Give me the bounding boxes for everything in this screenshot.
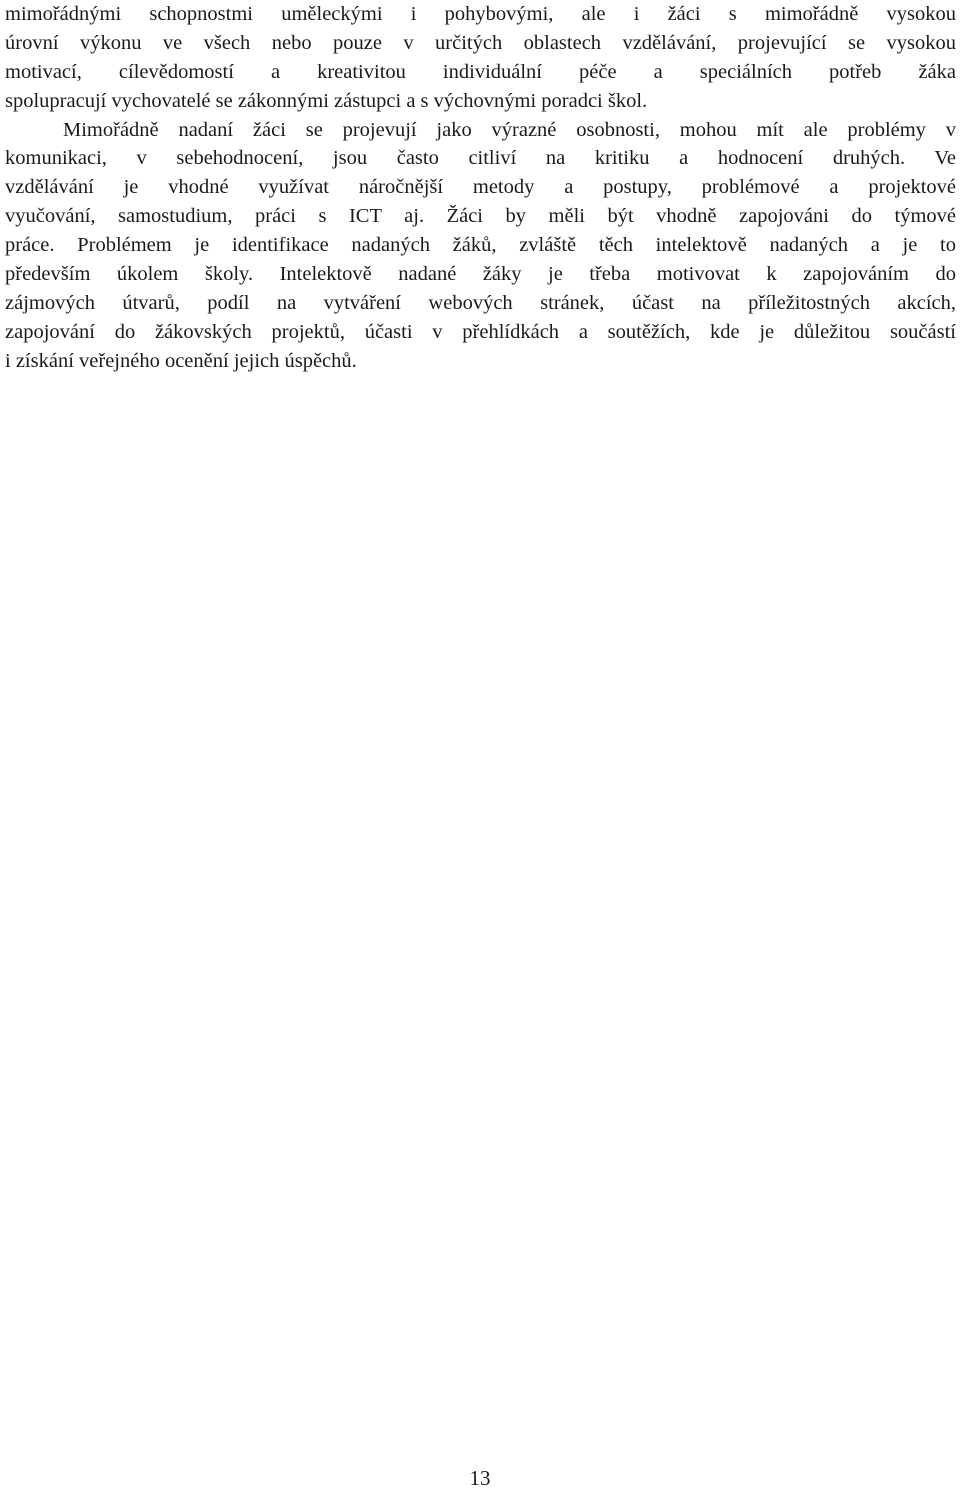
paragraph-2 [5,116,956,376]
text-line: práce. Problémem je identifikace nadaných žáků, zvláště těch intelektově nadaných a je to [5,234,956,257]
text-line: mimořádnými schopnostmi uměleckými i pohybovými, ale i žáci s mimořádně vysokou [5,3,956,25]
text-line: komunikaci, v sebehodnocení, jsou často citliví na kritiku a hodnocení druhých. Ve [5,147,956,170]
text-line: Mimořádně nadaní žáci se projevují jako výrazné osobnosti, mohou mít ale problémy v [63,118,956,141]
text-line: motivací, cílevědomostí a kreativitou individuální péče a speciálních potřeb žáka [5,60,956,83]
text-line: úrovní výkonu ve všech nebo pouze v určitých oblastech vzdělávání, projevující se vysokou [5,31,956,54]
page-body [5,0,956,376]
text-line: vzdělávání je vhodné využívat náročnější metody a postupy, problémové a projektové [5,176,956,199]
text-line: i získání veřejného ocenění jejich úspěchů. [5,349,357,372]
page-number: 13 [469,1466,491,1490]
text-line: vyučování, samostudium, práci s ICT aj. Žáci by měli být vhodně zapojováni do týmové [5,205,956,228]
paragraph-1 [5,0,956,116]
text-line: spolupracují vychovatelé se zákonnými zástupci a s výchovnými poradci škol. [5,89,648,112]
text-line: zapojování do žákovských projektů, účasti v přehlídkách a soutěžích, kde je důležitou součástí [5,320,956,343]
text-line: zájmových útvarů, podíl na vytváření webových stránek, účast na příležitostných akcích, [5,291,956,314]
text-line: především úkolem školy. Intelektově nadané žáky je třeba motivovat k zapojováním do [5,263,956,286]
